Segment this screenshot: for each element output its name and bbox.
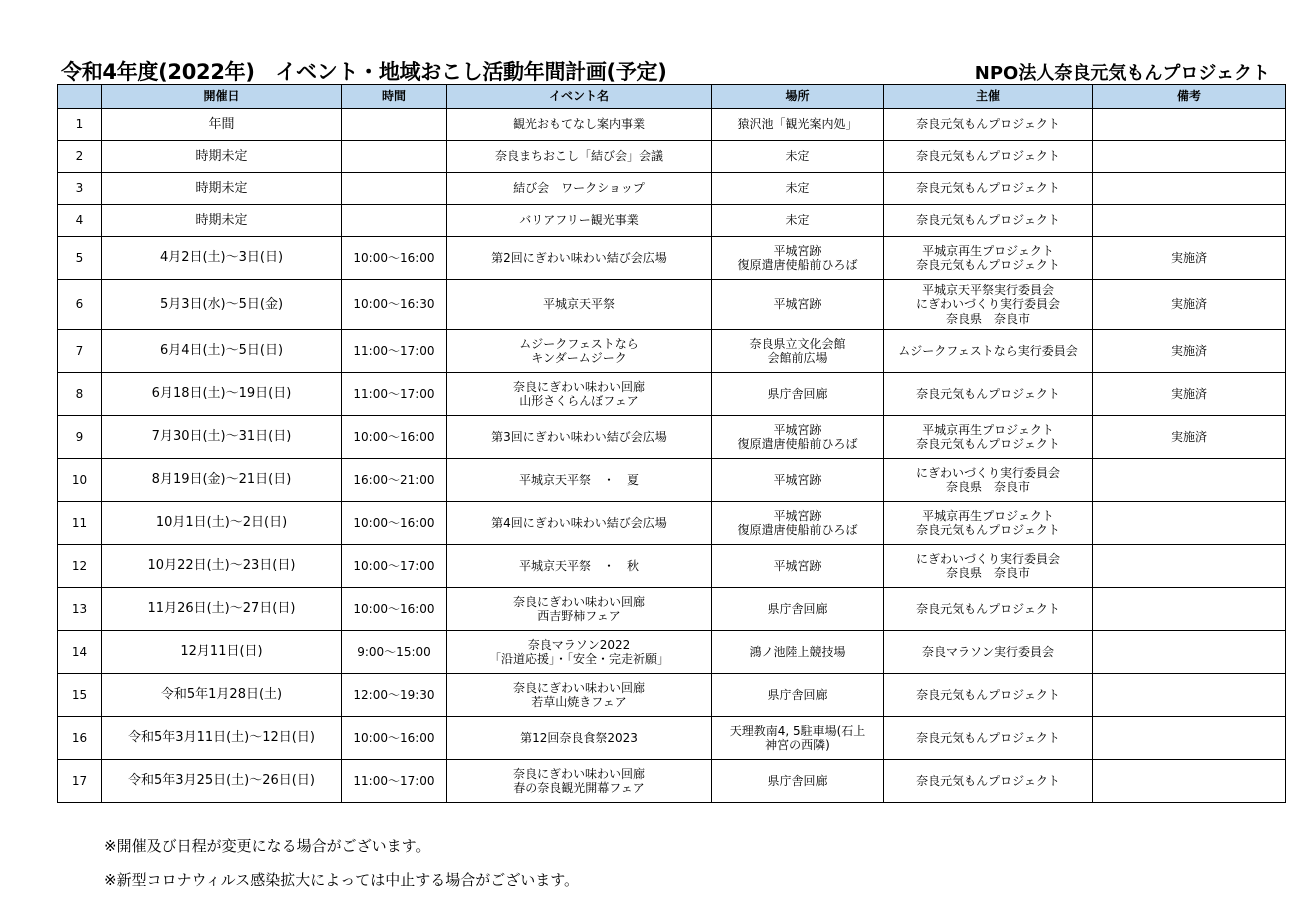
event-name xyxy=(447,173,712,205)
event-place xyxy=(712,330,884,373)
event-place-line: 未定 xyxy=(785,213,810,228)
event-host-line: 奈良元気もんプロジェクト xyxy=(916,117,1060,132)
event-place xyxy=(712,459,884,502)
event-host xyxy=(884,545,1093,588)
event-remarks xyxy=(1093,205,1286,237)
event-place-line: 鴻ノ池陸上競技場 xyxy=(749,644,846,659)
event-host-line: 奈良県 奈良市 xyxy=(945,566,1030,580)
event-remarks: 実施済 xyxy=(1093,280,1286,330)
table-row xyxy=(58,717,1286,760)
table-row xyxy=(58,109,1286,141)
event-place xyxy=(712,141,884,173)
table-row xyxy=(58,545,1286,588)
event-place xyxy=(712,717,884,760)
event-host xyxy=(884,717,1093,760)
event-remarks xyxy=(1093,502,1286,545)
row-number: 2 xyxy=(58,141,102,173)
event-place-line: 復原遣唐使船前ひろば xyxy=(737,258,858,272)
header-no xyxy=(58,85,102,109)
row-number: 10 xyxy=(58,459,102,502)
event-host xyxy=(884,173,1093,205)
event-date: 6月4日(土)～5日(日) xyxy=(102,330,342,373)
event-date: 5月3日(水)～5日(金) xyxy=(102,280,342,330)
event-date: 4月2日(土)～3日(日) xyxy=(102,237,342,280)
event-host-line: 奈良マラソン実行委員会 xyxy=(921,644,1054,659)
event-name-line: 結び会 ワークショップ xyxy=(513,181,645,196)
event-remarks xyxy=(1093,109,1286,141)
row-number: 13 xyxy=(58,588,102,631)
event-host-line: 平城京再生プロジェクト xyxy=(922,422,1054,437)
event-remarks xyxy=(1093,141,1286,173)
event-place xyxy=(712,280,884,330)
event-place-line: 未定 xyxy=(785,149,810,164)
event-name xyxy=(447,237,712,280)
event-date: 7月30日(土)～31日(日) xyxy=(102,416,342,459)
event-date: 令和5年3月25日(土)～26日(日) xyxy=(102,760,342,803)
header-time: 時間 xyxy=(342,85,447,109)
event-remarks: 実施済 xyxy=(1093,330,1286,373)
event-date: 時期未定 xyxy=(102,205,342,237)
event-host-line: 奈良元気もんプロジェクト xyxy=(916,213,1060,228)
event-remarks xyxy=(1093,459,1286,502)
event-host xyxy=(884,416,1093,459)
event-remarks xyxy=(1093,674,1286,717)
event-host xyxy=(884,588,1093,631)
event-remarks xyxy=(1093,631,1286,674)
event-name xyxy=(447,141,712,173)
row-number: 9 xyxy=(58,416,102,459)
event-place xyxy=(712,173,884,205)
event-place-line: 平城宮跡 xyxy=(773,243,822,258)
table-row xyxy=(58,459,1286,502)
event-remarks: 実施済 xyxy=(1093,416,1286,459)
event-name xyxy=(447,416,712,459)
event-place-line: 県庁舎回廊 xyxy=(767,773,828,788)
event-place-line: 天理教南4, 5駐車場(石上 xyxy=(729,723,866,738)
event-name-line: 観光おもてなし案内事業 xyxy=(512,117,645,132)
event-place xyxy=(712,109,884,141)
title-row xyxy=(58,54,1270,86)
event-time: 10:00～16:00 xyxy=(342,717,447,760)
event-name xyxy=(447,330,712,373)
event-date: 令和5年1月28日(土) xyxy=(102,674,342,717)
event-date: 10月1日(土)～2日(日) xyxy=(102,502,342,545)
event-host-line: 奈良元気もんプロジェクト xyxy=(916,386,1060,401)
event-host-line: にぎわいづくり実行委員会 xyxy=(915,465,1060,480)
event-date: 令和5年3月11日(土)～12日(日) xyxy=(102,717,342,760)
event-schedule-table xyxy=(57,84,1286,803)
event-place-line: 復原遣唐使船前ひろば xyxy=(737,437,858,451)
event-host-line: 奈良元気もんプロジェクト xyxy=(916,181,1060,196)
note-cancellation: ※新型コロナウィルス感染拡大によっては中止する場合がございます。 xyxy=(104,871,580,889)
event-name-line: バリアフリー観光事業 xyxy=(519,213,639,228)
event-date: 12月11日(日) xyxy=(102,631,342,674)
row-number: 15 xyxy=(58,674,102,717)
row-number: 3 xyxy=(58,173,102,205)
event-place xyxy=(712,205,884,237)
event-remarks xyxy=(1093,717,1286,760)
event-date: 6月18日(土)～19日(日) xyxy=(102,373,342,416)
event-time: 11:00～17:00 xyxy=(342,373,447,416)
event-remarks xyxy=(1093,760,1286,803)
header-remarks: 備考 xyxy=(1093,85,1286,109)
event-place-line: 神宮の西隣) xyxy=(765,738,830,752)
event-place-line: 未定 xyxy=(785,181,810,196)
event-place xyxy=(712,237,884,280)
row-number: 14 xyxy=(58,631,102,674)
table-row xyxy=(58,237,1286,280)
event-date: 10月22日(土)～23日(日) xyxy=(102,545,342,588)
event-place-line: 会館前広場 xyxy=(767,351,828,365)
event-time: 10:00～16:00 xyxy=(342,237,447,280)
event-time: 16:00～21:00 xyxy=(342,459,447,502)
event-host-line: にぎわいづくり実行委員会 xyxy=(915,551,1060,566)
event-place-line: 平城宮跡 xyxy=(773,508,822,523)
event-host-line: 平城京再生プロジェクト xyxy=(922,508,1054,523)
row-number: 17 xyxy=(58,760,102,803)
event-time: 10:00～17:00 xyxy=(342,545,447,588)
event-host-line: 奈良元気もんプロジェクト xyxy=(916,773,1060,788)
event-host xyxy=(884,373,1093,416)
event-name-line: 平城京天平祭 ・ 秋 xyxy=(518,558,639,573)
row-number: 1 xyxy=(58,109,102,141)
event-host-line: 奈良元気もんプロジェクト xyxy=(916,437,1060,451)
event-place xyxy=(712,631,884,674)
event-host-line: ムジークフェストなら実行委員会 xyxy=(898,343,1078,358)
table-row xyxy=(58,141,1286,173)
notes xyxy=(104,829,579,897)
event-name-line: 第3回にぎわい味わい結び会広場 xyxy=(491,429,667,444)
event-name-line: 第12回奈良食祭2023 xyxy=(520,730,638,745)
event-name xyxy=(447,760,712,803)
event-name xyxy=(447,373,712,416)
event-time: 9:00～15:00 xyxy=(342,631,447,674)
event-host-line: 奈良元気もんプロジェクト xyxy=(916,730,1060,745)
event-place-line: 平城宮跡 xyxy=(773,472,822,487)
event-place-line: 平城宮跡 xyxy=(773,422,822,437)
table-row xyxy=(58,280,1286,330)
row-number: 6 xyxy=(58,280,102,330)
event-name-line: 奈良まちおこし「結び会」会議 xyxy=(494,149,663,164)
event-host-line: 奈良元気もんプロジェクト xyxy=(916,601,1060,616)
event-place-line: 県庁舎回廊 xyxy=(767,601,828,616)
event-time: 10:00～16:30 xyxy=(342,280,447,330)
event-name-line: キンダームジーク xyxy=(531,351,627,365)
event-time xyxy=(342,205,447,237)
event-name xyxy=(447,545,712,588)
event-remarks xyxy=(1093,173,1286,205)
event-time xyxy=(342,109,447,141)
event-name-line: 第2回にぎわい味わい結び会広場 xyxy=(491,250,667,265)
event-place xyxy=(712,588,884,631)
event-host-line: 平城京天平祭実行委員会 xyxy=(921,282,1054,297)
event-place-line: 復原遣唐使船前ひろば xyxy=(737,523,858,537)
event-name-line: 春の奈良観光開幕フェア xyxy=(513,781,645,795)
event-name-line: ムジークフェストなら xyxy=(519,336,639,351)
note-schedule-change: ※開催及び日程が変更になる場合がございます。 xyxy=(104,837,431,855)
event-place xyxy=(712,416,884,459)
header-event: イベント名 xyxy=(447,85,712,109)
event-place xyxy=(712,760,884,803)
event-name xyxy=(447,205,712,237)
table-row xyxy=(58,330,1286,373)
event-place-line: 平城宮跡 xyxy=(773,558,822,573)
event-time: 10:00～16:00 xyxy=(342,588,447,631)
event-host xyxy=(884,502,1093,545)
table-row xyxy=(58,760,1286,803)
table-row xyxy=(58,502,1286,545)
document-title: 令和4年度(2022年) イベント・地域おこし活動年間計画(予定) xyxy=(61,60,667,84)
event-host-line: 奈良元気もんプロジェクト xyxy=(916,258,1060,272)
event-place-line: 奈良県立文化会館 xyxy=(749,336,846,351)
event-name xyxy=(447,717,712,760)
header-place: 場所 xyxy=(712,85,884,109)
event-host xyxy=(884,459,1093,502)
event-host xyxy=(884,237,1093,280)
event-place xyxy=(712,502,884,545)
event-time xyxy=(342,173,447,205)
event-host xyxy=(884,280,1093,330)
row-number: 5 xyxy=(58,237,102,280)
event-place-line: 平城宮跡 xyxy=(773,297,822,312)
event-name-line: 第4回にぎわい味わい結び会広場 xyxy=(491,515,667,530)
event-time: 12:00～19:30 xyxy=(342,674,447,717)
event-host-line: 奈良元気もんプロジェクト xyxy=(916,687,1060,702)
event-host-line: 奈良元気もんプロジェクト xyxy=(916,149,1060,164)
event-name-line: 奈良にぎわい味わい回廊 xyxy=(512,594,645,609)
event-host-line: 奈良元気もんプロジェクト xyxy=(916,523,1060,537)
row-number: 16 xyxy=(58,717,102,760)
event-host-line: にぎわいづくり実行委員会 xyxy=(915,297,1060,312)
event-host-line: 平城京再生プロジェクト xyxy=(922,243,1054,258)
event-name xyxy=(447,588,712,631)
event-date: 時期未定 xyxy=(102,141,342,173)
event-name-line: 山形さくらんぼフェア xyxy=(519,394,639,408)
table-body xyxy=(58,109,1286,803)
event-host xyxy=(884,205,1093,237)
event-time: 10:00～16:00 xyxy=(342,502,447,545)
row-number: 4 xyxy=(58,205,102,237)
event-name-line: 「沿道応援」・「安全・完走祈願」 xyxy=(488,652,669,666)
table-row xyxy=(58,674,1286,717)
event-name-line: 西吉野柿フェア xyxy=(537,609,621,623)
event-remarks xyxy=(1093,545,1286,588)
event-name xyxy=(447,280,712,330)
event-place-line: 県庁舎回廊 xyxy=(767,687,828,702)
event-name-line: 平城京天平祭 xyxy=(542,297,615,312)
event-host xyxy=(884,631,1093,674)
table-row xyxy=(58,631,1286,674)
event-place-line: 猿沢池「観光案内処」 xyxy=(737,117,858,132)
table-header-row xyxy=(58,85,1286,109)
row-number: 7 xyxy=(58,330,102,373)
organization-name: NPO法人奈良元気もんプロジェクト xyxy=(974,63,1270,84)
event-name-line: 奈良にぎわい味わい回廊 xyxy=(512,766,645,781)
event-host xyxy=(884,674,1093,717)
event-name xyxy=(447,674,712,717)
event-name-line: 奈良マラソン2022 xyxy=(527,637,631,652)
event-name xyxy=(447,109,712,141)
event-remarks: 実施済 xyxy=(1093,237,1286,280)
row-number: 12 xyxy=(58,545,102,588)
event-name-line: 若草山焼きフェア xyxy=(531,695,627,709)
event-time: 10:00～16:00 xyxy=(342,416,447,459)
event-name-line: 平城京天平祭 ・ 夏 xyxy=(518,472,639,487)
table-row xyxy=(58,173,1286,205)
event-time xyxy=(342,141,447,173)
event-place xyxy=(712,674,884,717)
event-name xyxy=(447,631,712,674)
event-remarks xyxy=(1093,588,1286,631)
event-place xyxy=(712,545,884,588)
row-number: 8 xyxy=(58,373,102,416)
table-row xyxy=(58,205,1286,237)
event-time: 11:00～17:00 xyxy=(342,760,447,803)
event-host xyxy=(884,760,1093,803)
event-remarks: 実施済 xyxy=(1093,373,1286,416)
event-name xyxy=(447,459,712,502)
table-row xyxy=(58,373,1286,416)
row-number: 11 xyxy=(58,502,102,545)
event-name xyxy=(447,502,712,545)
event-place xyxy=(712,373,884,416)
table-row xyxy=(58,588,1286,631)
event-name-line: 奈良にぎわい味わい回廊 xyxy=(512,680,645,695)
event-date: 8月19日(金)～21日(日) xyxy=(102,459,342,502)
event-host xyxy=(884,330,1093,373)
event-host xyxy=(884,109,1093,141)
event-host-line: 奈良県 奈良市 xyxy=(945,311,1030,326)
event-date: 年間 xyxy=(102,109,342,141)
event-host-line: 奈良県 奈良市 xyxy=(945,480,1030,494)
event-name-line: 奈良にぎわい味わい回廊 xyxy=(512,379,645,394)
header-date: 開催日 xyxy=(102,85,342,109)
event-time: 11:00～17:00 xyxy=(342,330,447,373)
event-place-line: 県庁舎回廊 xyxy=(767,386,828,401)
event-host xyxy=(884,141,1093,173)
table-row xyxy=(58,416,1286,459)
event-date: 11月26日(土)～27日(日) xyxy=(102,588,342,631)
event-date: 時期未定 xyxy=(102,173,342,205)
header-host: 主催 xyxy=(884,85,1093,109)
